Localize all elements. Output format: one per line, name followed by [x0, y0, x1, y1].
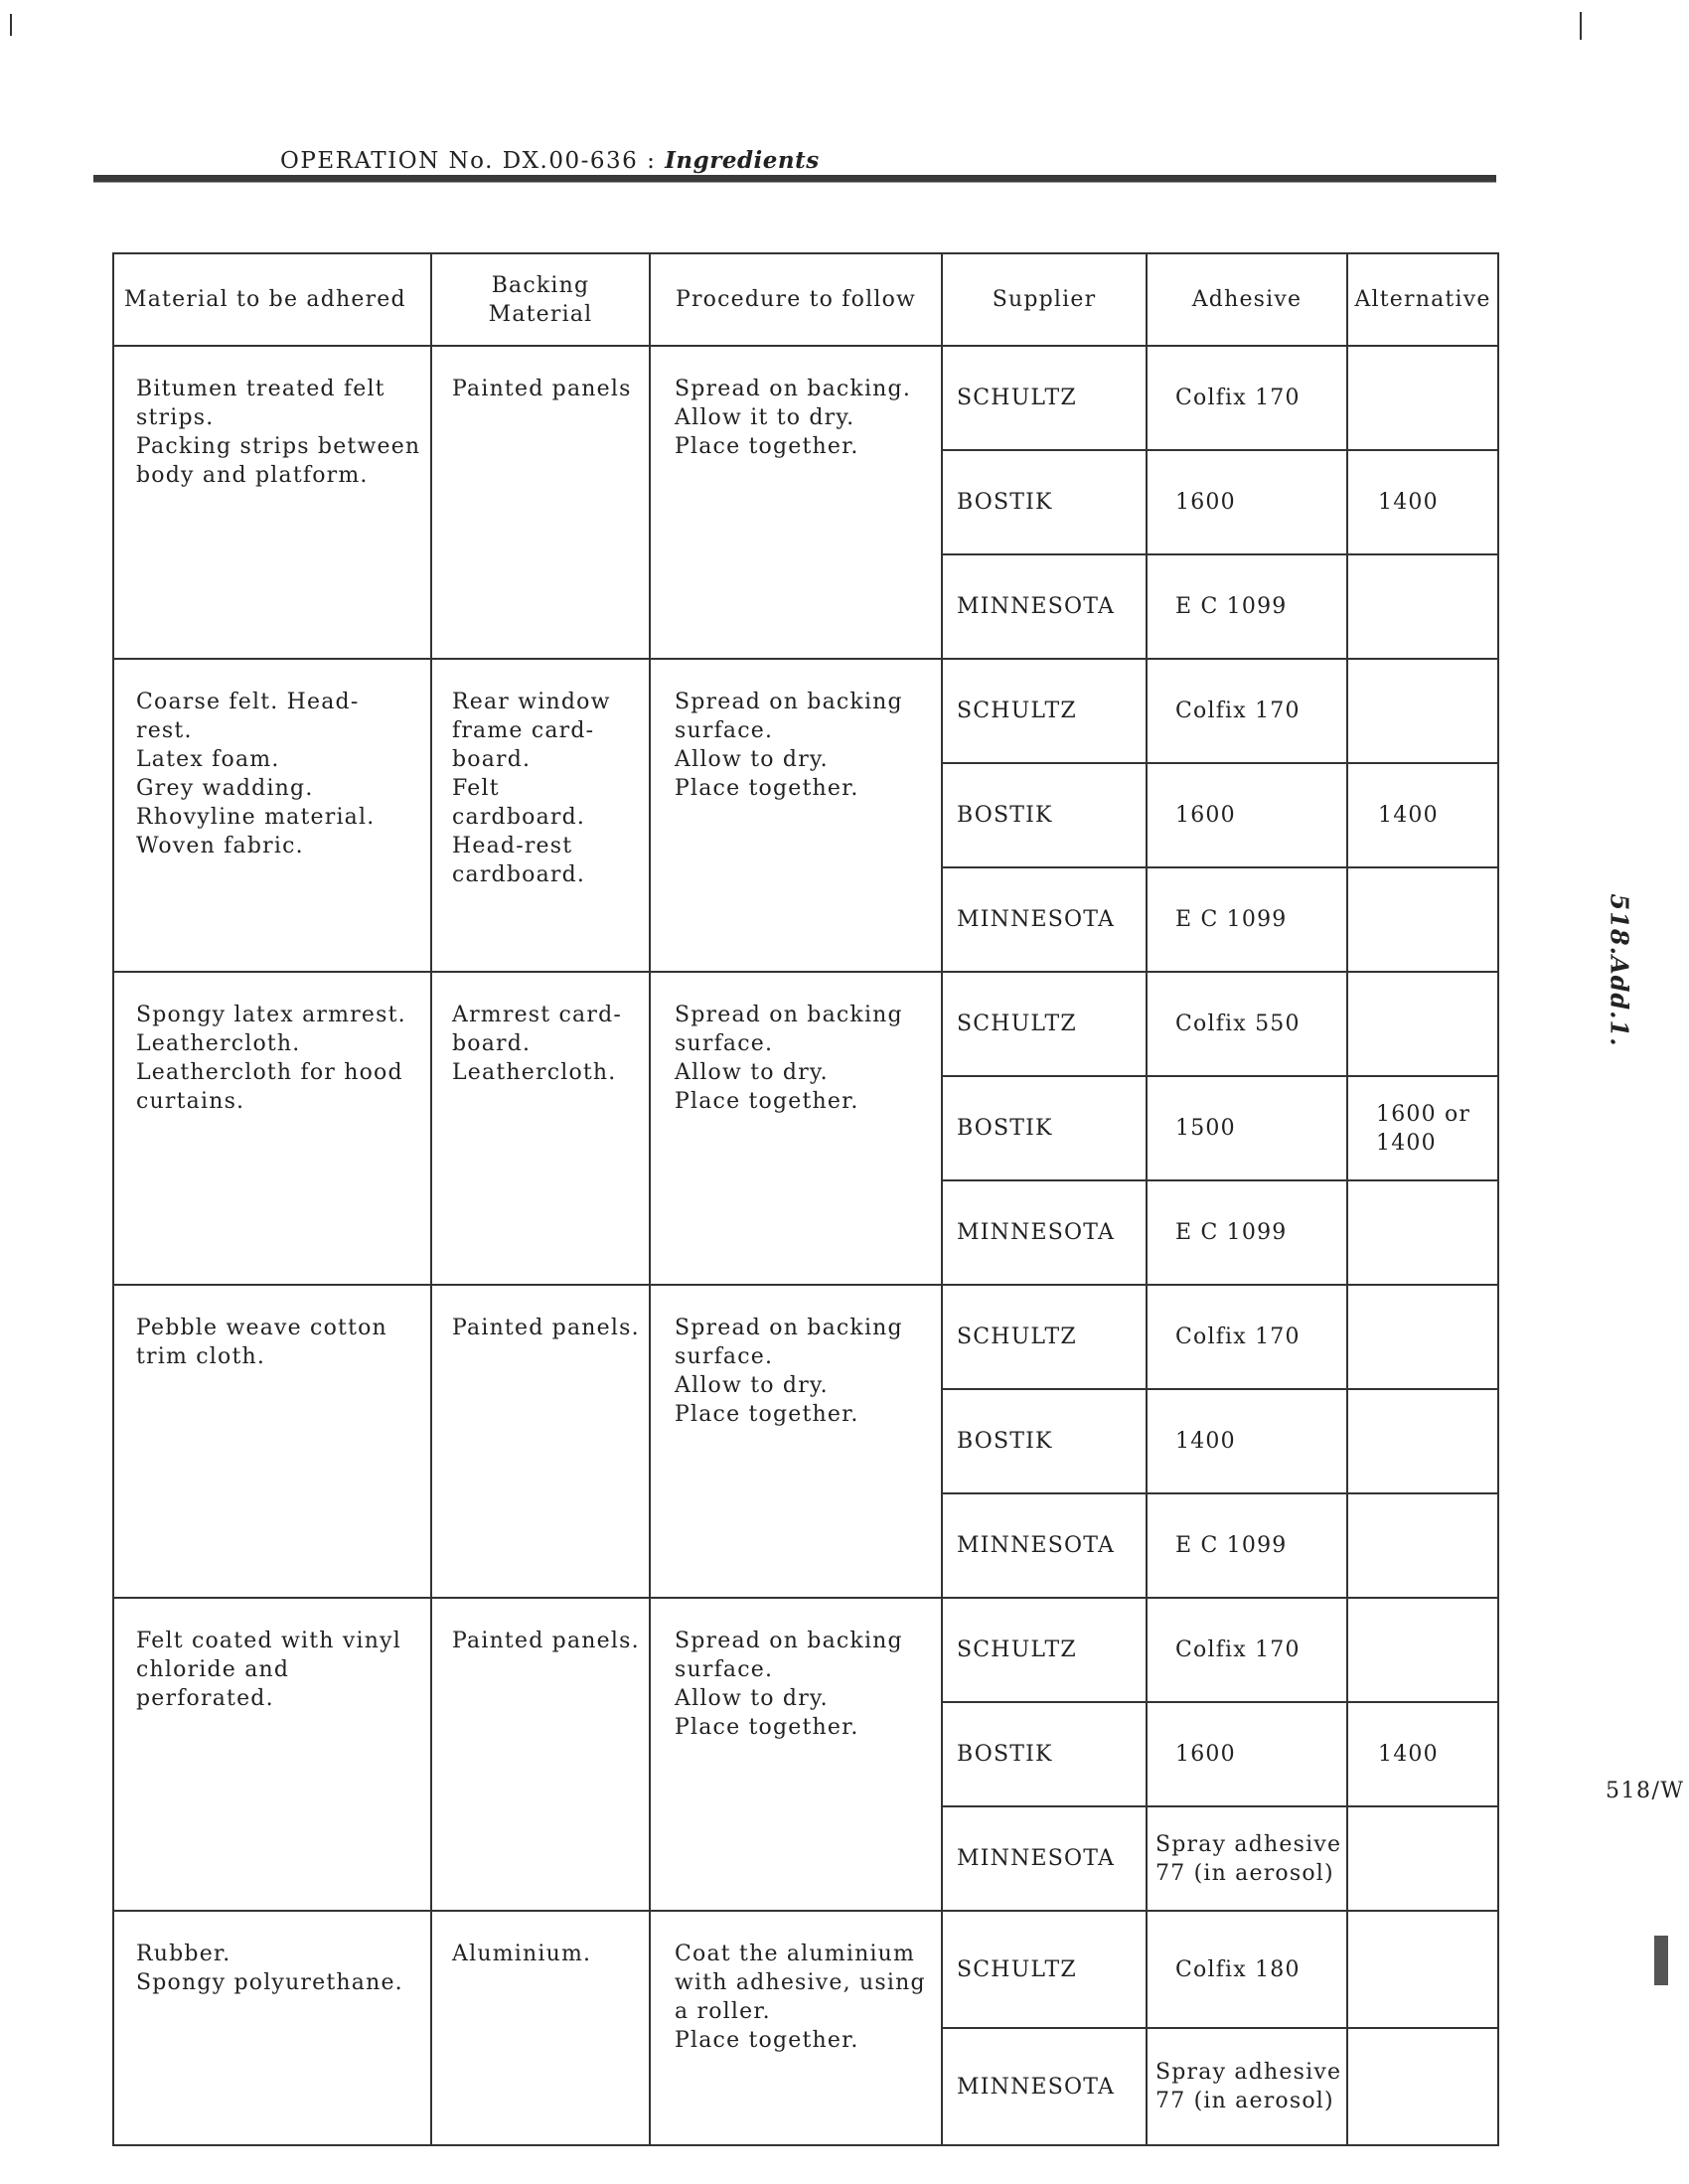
- text-line: curtains.: [136, 1089, 245, 1114]
- text-line: Material: [488, 301, 593, 327]
- procedure-cell: [650, 1285, 942, 1598]
- text-line: 77 (in aerosol): [1155, 1860, 1334, 1886]
- col-header-procedure: [650, 253, 942, 346]
- text-line: surface.: [675, 1344, 774, 1369]
- alternative-cell: [1347, 2028, 1498, 2145]
- header-row: [113, 253, 1498, 346]
- table-row: [113, 659, 1498, 763]
- operation-number: OPERATION No. DX.00-636 :: [280, 148, 657, 174]
- text-line: 77 (in aerosol): [1155, 2089, 1334, 2113]
- text-line: board.: [452, 1031, 532, 1056]
- table-row: [113, 346, 1498, 450]
- text-line: 1600: [1175, 1742, 1236, 1767]
- col-header-backing: [431, 253, 650, 346]
- backing-cell: [431, 1285, 650, 1598]
- col-header-supplier: [942, 253, 1147, 346]
- backing-cell: [431, 346, 650, 659]
- text-line: Allow to dry.: [675, 1686, 829, 1711]
- text-line: Packing strips between: [136, 434, 421, 459]
- alternative-cell: [1347, 450, 1498, 554]
- alternative-cell: [1347, 1598, 1498, 1702]
- text-line: surface.: [675, 718, 774, 743]
- binding-mark: [1654, 1936, 1668, 1985]
- section-title: Ingredients: [665, 147, 820, 174]
- text-line: Armrest card-: [452, 1003, 622, 1027]
- alternative-cell: [1347, 1702, 1498, 1806]
- supplier-cell: SCHULTZ: [942, 972, 1147, 1076]
- text-line: Spongy polyurethane.: [136, 1970, 403, 1995]
- supplier-cell: MINNESOTA: [942, 1493, 1147, 1598]
- side-reference-label: 518.Add.1.: [1605, 893, 1634, 1047]
- text-line: 1600 or: [1376, 1101, 1471, 1127]
- supplier-cell: MINNESOTA: [942, 554, 1147, 659]
- backing-cell: [431, 659, 650, 972]
- text-line: 1500: [1175, 1116, 1236, 1141]
- text-line: Backing: [491, 272, 590, 298]
- supplier-cell: SCHULTZ: [942, 346, 1147, 450]
- material-cell: [113, 972, 431, 1285]
- adhesive-cell: [1147, 2028, 1347, 2145]
- text-line: Coat the aluminium: [675, 1942, 916, 1966]
- procedure-cell: [650, 972, 942, 1285]
- text-line: 1400: [1378, 803, 1439, 828]
- alternative-cell: [1347, 972, 1498, 1076]
- material-cell: [113, 659, 431, 972]
- adhesive-cell: [1147, 1598, 1347, 1702]
- scan-mark-left: [10, 14, 12, 36]
- text-line: rest.: [136, 718, 193, 743]
- col-header-adhesive: [1147, 253, 1347, 346]
- adhesive-cell: [1147, 659, 1347, 763]
- text-line: surface.: [675, 1031, 774, 1056]
- text-line: Place together.: [675, 1715, 859, 1740]
- supplier-cell: BOSTIK: [942, 763, 1147, 867]
- text-line: Place together.: [675, 1402, 859, 1427]
- text-line: Rear window: [452, 690, 611, 714]
- text-line: Allow to dry.: [675, 1060, 829, 1085]
- material-cell: [113, 1285, 431, 1598]
- supplier-cell: BOSTIK: [942, 1389, 1147, 1493]
- text-line: Colfix 180: [1175, 1956, 1301, 1982]
- text-line: with adhesive, using: [675, 1970, 926, 1995]
- procedure-cell: [650, 1598, 942, 1911]
- procedure-cell: [650, 346, 942, 659]
- text-line: Coarse felt. Head-: [136, 690, 360, 714]
- material-cell: [113, 1911, 431, 2145]
- text-line: Allow to dry.: [675, 1373, 829, 1398]
- text-line: Spongy latex armrest.: [136, 1003, 406, 1027]
- text-line: Grey wadding.: [136, 776, 314, 801]
- text-line: 1400: [1175, 1429, 1236, 1454]
- header-rule: [93, 175, 1496, 183]
- supplier-cell: BOSTIK: [942, 1702, 1147, 1806]
- text-line: cardboard.: [452, 862, 586, 887]
- text-line: strips.: [136, 405, 215, 430]
- col-header-material: [113, 253, 431, 346]
- text-line: body and platform.: [136, 463, 369, 488]
- text-line: Spread on backing: [675, 1629, 903, 1653]
- alternative-cell: [1347, 346, 1498, 450]
- supplier-cell: SCHULTZ: [942, 659, 1147, 763]
- adhesive-cell: [1147, 346, 1347, 450]
- text-line: Painted panels.: [452, 1629, 640, 1653]
- alternative-cell: [1347, 1493, 1498, 1598]
- table-row: [113, 1598, 1498, 1702]
- text-line: Rhovyline material.: [136, 805, 376, 830]
- text-line: Painted panels.: [452, 1316, 640, 1340]
- backing-cell: [431, 972, 650, 1285]
- page-code: 518/W: [1606, 1779, 1685, 1803]
- backing-cell: [431, 1598, 650, 1911]
- supplier-cell: MINNESOTA: [942, 2028, 1147, 2145]
- text-line: Place together.: [675, 776, 859, 801]
- text-line: Aluminium.: [452, 1942, 592, 1966]
- alternative-cell: [1347, 763, 1498, 867]
- procedure-cell: [650, 659, 942, 972]
- text-line: frame card-: [452, 718, 595, 743]
- text-line: Colfix 170: [1175, 699, 1301, 723]
- text-line: Adhesive: [1191, 287, 1303, 312]
- adhesive-cell: [1147, 1493, 1347, 1598]
- table-row: [113, 1911, 1498, 2028]
- text-line: Place together.: [675, 2028, 859, 2053]
- text-line: Spread on backing.: [675, 377, 912, 401]
- adhesive-cell: [1147, 1389, 1347, 1493]
- text-line: Material to be adhered: [124, 287, 406, 312]
- alternative-cell: [1347, 1389, 1498, 1493]
- text-line: Colfix 170: [1175, 386, 1301, 410]
- text-line: Leathercloth for hood: [136, 1060, 403, 1085]
- supplier-cell: BOSTIK: [942, 1076, 1147, 1180]
- text-line: Painted panels: [452, 377, 632, 401]
- supplier-cell: BOSTIK: [942, 450, 1147, 554]
- text-line: 1400: [1376, 1130, 1437, 1156]
- text-line: Spray adhesive: [1155, 2060, 1342, 2085]
- table-row: [113, 972, 1498, 1076]
- alternative-cell: [1347, 1911, 1498, 2028]
- text-line: Felt cardboard.: [452, 776, 586, 830]
- text-line: 1600: [1175, 803, 1236, 828]
- material-cell: [113, 346, 431, 659]
- text-line: E C 1099: [1175, 907, 1288, 932]
- material-cell: [113, 1598, 431, 1911]
- text-line: Rubber.: [136, 1942, 231, 1966]
- text-line: Alternative: [1354, 287, 1491, 312]
- text-line: Pebble weave cotton: [136, 1316, 387, 1340]
- text-line: Place together.: [675, 1089, 859, 1114]
- adhesive-cell: [1147, 1806, 1347, 1911]
- text-line: Leathercloth.: [452, 1060, 617, 1085]
- text-line: Felt coated with vinyl: [136, 1629, 401, 1653]
- text-line: Woven fabric.: [136, 834, 304, 858]
- adhesive-cell: [1147, 450, 1347, 554]
- text-line: Spread on backing: [675, 1003, 903, 1027]
- adhesive-table: [112, 252, 1499, 2146]
- text-line: E C 1099: [1175, 594, 1288, 619]
- text-line: Spread on backing: [675, 1316, 903, 1340]
- text-line: Colfix 550: [1175, 1012, 1301, 1036]
- table-row: [113, 1285, 1498, 1389]
- text-line: a roller.: [675, 1999, 771, 2024]
- text-line: Supplier: [992, 287, 1097, 312]
- text-line: Head-rest: [452, 834, 573, 858]
- page-header: [280, 147, 820, 174]
- text-line: Spray adhesive: [1155, 1831, 1342, 1857]
- adhesive-cell: [1147, 1076, 1347, 1180]
- alternative-cell: [1347, 1285, 1498, 1389]
- text-line: Leathercloth.: [136, 1031, 301, 1056]
- text-line: E C 1099: [1175, 1533, 1288, 1558]
- supplier-cell: MINNESOTA: [942, 867, 1147, 972]
- text-line: 1400: [1378, 490, 1439, 515]
- text-line: Place together.: [675, 434, 859, 459]
- text-line: Colfix 170: [1175, 1638, 1301, 1662]
- backing-cell: [431, 1911, 650, 2145]
- text-line: surface.: [675, 1657, 774, 1682]
- adhesive-cell: [1147, 763, 1347, 867]
- text-line: Allow to dry.: [675, 747, 829, 772]
- text-line: trim cloth.: [136, 1344, 266, 1369]
- text-line: Allow it to dry.: [675, 405, 855, 430]
- supplier-cell: MINNESOTA: [942, 1180, 1147, 1285]
- supplier-cell: SCHULTZ: [942, 1911, 1147, 2028]
- alternative-cell: [1347, 1180, 1498, 1285]
- col-header-alternative: [1347, 253, 1498, 346]
- text-line: 1600: [1175, 490, 1236, 515]
- text-line: Procedure to follow: [675, 287, 917, 312]
- adhesive-cell: [1147, 1911, 1347, 2028]
- alternative-cell: [1347, 659, 1498, 763]
- text-line: chloride and perforated.: [136, 1657, 290, 1711]
- scan-mark-right: [1580, 12, 1582, 40]
- adhesive-cell: [1147, 972, 1347, 1076]
- text-line: Latex foam.: [136, 747, 280, 772]
- alternative-cell: [1347, 554, 1498, 659]
- text-line: 1400: [1378, 1742, 1439, 1767]
- alternative-cell: [1347, 1806, 1498, 1911]
- text-line: E C 1099: [1175, 1220, 1288, 1245]
- alternative-cell: [1347, 867, 1498, 972]
- text-line: Bitumen treated felt: [136, 377, 385, 401]
- alternative-cell: [1347, 1076, 1498, 1180]
- text-line: Colfix 170: [1175, 1325, 1301, 1349]
- adhesive-cell: [1147, 1285, 1347, 1389]
- text-line: Spread on backing: [675, 690, 903, 714]
- supplier-cell: SCHULTZ: [942, 1285, 1147, 1389]
- adhesive-cell: [1147, 1180, 1347, 1285]
- procedure-cell: [650, 1911, 942, 2145]
- adhesive-cell: [1147, 867, 1347, 972]
- supplier-cell: SCHULTZ: [942, 1598, 1147, 1702]
- text-line: board.: [452, 747, 532, 772]
- supplier-cell: MINNESOTA: [942, 1806, 1147, 1911]
- adhesive-cell: [1147, 554, 1347, 659]
- adhesive-cell: [1147, 1702, 1347, 1806]
